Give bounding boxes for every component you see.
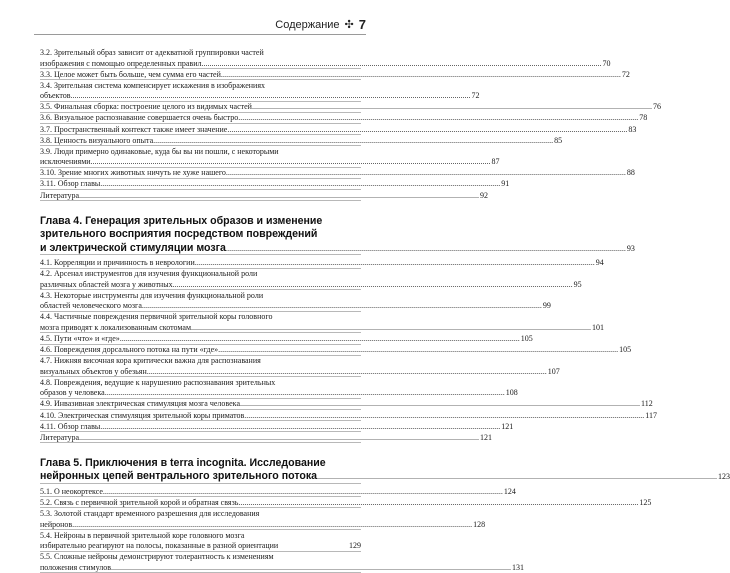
toc-page-number: 101 [592,322,605,332]
dot-leader [226,242,626,256]
toc-page-number: 108 [505,388,518,398]
ornament-icon: ✣ [344,19,354,31]
toc-entry-text: 3.8. Ценность визуального опыта [40,135,154,145]
toc-entry-text: положения стимулов [40,562,111,572]
toc-entry[interactable] [40,399,653,410]
toc-entry-text: 5.4. Нейроны в первичной зрительной коре головного мозга [40,530,245,540]
toc-entry[interactable] [40,410,657,422]
toc-page-number: 72 [471,91,480,101]
running-header-title: Содержание [275,18,340,31]
toc-page-number: 112 [641,399,653,409]
toc-page-number: 88 [626,168,635,178]
toc-entry-text: 4.5. Пути «что» и «где» [40,334,120,343]
toc-page-number: 85 [554,135,563,145]
toc-entry[interactable] [40,80,480,102]
toc-page-number: 117 [645,410,657,420]
running-header [275,17,366,32]
toc-page-number: 95 [573,279,582,289]
toc-entry[interactable] [40,258,604,269]
toc-entry-text: различных областей мозга у животных [40,279,173,289]
toc-entry[interactable] [40,113,648,124]
toc-entry[interactable] [40,552,524,573]
toc-entry-text: 3.6. Визуальное распознавание совершается очень быстро [40,113,239,123]
toc-entry[interactable] [40,421,514,433]
toc-entry-text: 4.11. Обзор главы [40,421,101,431]
toc-entry-text: нейронов [40,519,73,529]
toc-entry-text: Литература [40,190,80,200]
toc-entry-text: объектов [40,91,71,101]
toc-entry[interactable] [40,269,582,290]
toc-page-number: 128 [473,519,486,529]
chapter-title-line: и электрической стимуляции мозга [40,241,226,254]
toc-page-number: 87 [491,157,500,167]
entry-rule [40,442,361,443]
toc-entry[interactable] [40,190,489,202]
toc-page-number: 105 [619,345,632,355]
toc-entry-text: мозга приводят к локализованным скотомам [40,322,192,332]
chapter-title-line: Глава 4. Генерация зрительных образов и изменение [40,214,323,227]
toc-entry-text: 5.3. Золотой стандарт временного разрешения для исследования [40,509,260,518]
toc-entry-text: областей человеческого мозга [40,301,142,311]
toc-entry-text: Литература [40,432,80,442]
toc-entry[interactable] [40,312,605,333]
toc-entry-text: 4.10. Электрическая стимуляция зрительной коры приматов [40,410,245,420]
toc-page-number: 76 [652,102,661,112]
toc-entry[interactable] [40,509,486,530]
toc-entry-text: 3.9. Люди примерно одинаковые, куда бы вы ни пошли, с некоторыми [40,146,279,156]
dot-leader [317,470,717,484]
toc-page-number: 131 [512,562,524,572]
toc-page-number: 78 [639,113,648,123]
toc-page-number: 125 [639,497,652,507]
toc-entry[interactable] [40,124,637,136]
toc-entry-text: 4.2. Арсенал инструментов для изучения функциональной роли [40,269,258,279]
toc-entry[interactable] [40,497,652,509]
toc-entry-text: визуальных объектов у обезьян [40,366,147,376]
page-number: 7 [358,17,366,32]
toc-entry-text: 4.6. Повреждения дорсального потока на пути «где» [40,345,219,355]
toc-page-number: 72 [621,69,630,79]
toc-entry-text: образов у человека [40,388,105,398]
toc-page-number: 93 [626,243,635,253]
chapter-title-line: Глава 5. Приключения в terra incognita. Исследование [40,456,326,469]
toc-entry[interactable] [40,48,611,69]
toc-page-number: 94 [595,258,604,268]
toc-page-number: 105 [520,334,533,343]
toc-entry-text: 4.4. Частичные повреждения первичной зрительной коры головного [40,312,273,322]
toc-entry[interactable] [40,334,533,345]
toc-entry[interactable] [40,168,635,179]
toc-entry[interactable] [40,290,551,312]
toc-page-number: 121 [501,421,514,431]
toc-page-number: 92 [480,190,489,200]
toc-entry-text: 5.5. Сложные нейроны демонстрируют толерантность к изменениям [40,552,274,562]
toc-page-number: 121 [480,432,493,442]
toc-entry-text: 5.1. О неокортексе [40,486,103,496]
toc-entry-text: исключениями [40,157,91,167]
toc-page-number: 124 [503,486,516,496]
toc-page-number: 70 [602,58,611,68]
toc-entry-text: 4.3. Некоторые инструменты для изучения функциональной роли [40,290,264,300]
toc-entry[interactable] [40,486,516,498]
entry-rule [40,483,361,484]
toc-entry-text: изображения с помощью определенных правил [40,58,202,68]
toc-entry[interactable] [40,531,361,552]
header-rule [34,34,366,35]
toc-entry-text: 4.7. Нижняя височная кора критически важна для распознавания [40,356,261,366]
toc-entry[interactable] [40,377,518,399]
entry-rule [40,200,361,201]
chapter-title-line: нейронных цепей вентрального зрительного потока [40,470,318,483]
toc-entry-text: 3.5. Финальная сборка: построение целого из видимых частей [40,102,252,112]
toc-entry[interactable] [40,69,630,81]
toc-entry[interactable] [40,432,493,444]
chapter-heading[interactable] [40,214,635,256]
chapter-heading[interactable] [40,456,730,484]
toc-entry[interactable] [40,179,510,190]
toc-page-number: 107 [547,366,560,376]
toc-entry-text: 3.2. Зрительный образ зависит от адекватной группировки частей [40,48,264,57]
toc-entry-text: 4.8. Повреждения, ведущие к нарушению распознавания зрительных [40,377,276,387]
chapter-title-line: зрительного восприятия посредством повреждений [40,228,318,241]
toc-entry-text: 4.1. Корреляции и причинность в неврологии [40,258,195,268]
toc-page-number: 123 [718,472,730,482]
toc-page-number: 91 [501,179,510,189]
toc-entry[interactable] [40,356,560,377]
toc-entry-text: 5.2. Связь с первичной зрительной корой и обратная связь [40,497,239,507]
toc-entry[interactable] [40,102,661,113]
toc-entry-text: избирательно реагируют на полосы, показанные в разной ориентации [40,541,279,551]
toc-page-number: 83 [628,124,637,134]
toc-entry-text: 3.4. Зрительная система компенсирует искажения в изображениях [40,80,266,90]
toc-page-number: 129 [349,541,361,551]
toc-entry-text: 3.11. Обзор главы [40,179,101,189]
toc-entry[interactable] [40,146,500,168]
entry-rule [40,254,361,255]
toc-entry[interactable] [40,135,563,147]
toc-entry-text: 3.7. Пространственный контекст также имеет значение [40,124,228,134]
toc-entry-text: 3.3. Целое может быть больше, чем сумма его частей [40,69,221,79]
toc-entry-text: 4.9. Инвазивная электрическая стимуляция мозга человека [40,399,240,409]
toc-entry-text: 3.10. Зрение многих животных ничуть не хуже нашего [40,168,226,178]
toc-entry[interactable] [40,345,632,356]
toc-page-number: 99 [542,301,551,311]
